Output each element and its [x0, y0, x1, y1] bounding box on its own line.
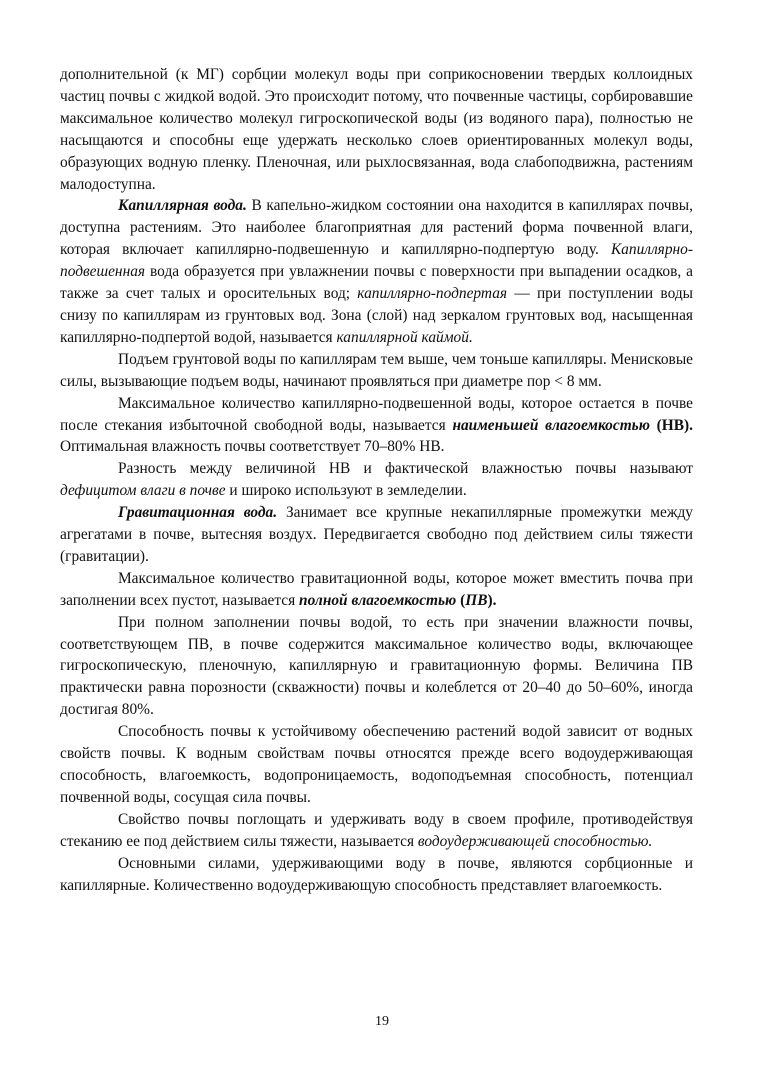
text-run: Разность между величиной НВ и фактической влажностью почвы называют [118, 460, 693, 478]
text-run: При полном заполнении почвы водой, то есть при значении влажности почвы, соответствующем ПВ, в почве содержится максимальное количество воды, включающее гигроскопическую, пленочную, капиллярную и гравитационную формы. Величина ПВ практически равна порозности (скважности) почвы и колеблется от 20–40 до 50–60%, иногда достигая 80%. [60, 613, 693, 719]
paragraph [60, 612, 693, 722]
text-run: и широко используют в земледелии. [225, 482, 467, 500]
emphasis-term: Гравитационная вода. [118, 504, 278, 522]
paragraph [60, 195, 693, 348]
text-run: вода образуется при увлажнении почвы с поверхности при выпадении осадков, а также за счет талых и оросительных вод; [60, 263, 693, 303]
text-run: Максимальное количество капиллярно-подвешенной воды, которое остается в почве после стекания избыточной свободной воды, называется [60, 394, 693, 434]
paragraph [60, 568, 693, 612]
text-run: Основными силами, удерживающими воду в почве, являются сорбционные и капиллярные. Количественно водоудерживающую способность представляет влагоемкость. [60, 854, 693, 894]
paragraph [60, 64, 693, 195]
text-run: В капельно-жидком состоянии она находится в капиллярах почвы, доступна растениям. Это наиболее благоприятная для растений форма почвенной влаги, которая включает капиллярно-подвешенную и капиллярно-подпертую воду. [60, 197, 693, 259]
emphasis-term: Капиллярная вода. [118, 197, 247, 215]
text-run: Способность почвы к устойчивому обеспечению растений водой зависит от водных свойств почвы. К водным свойствам почвы относятся прежде всего водоудерживающая способность, влагоемкость, водопроницаемость, водоподъемная способность, потенциал почвенной воды, сосущая сила почвы. [60, 723, 693, 806]
text-run: дополнительной (к МГ) сорбции молекул воды при соприкосновении твердых коллоидных частиц почвы с жидкой водой. Это происходит потому, что почвенные частицы, сорбировавшие максимальное количество молекул гигроскопической воды (из водяного пара), полностью не насыщаются и способны еще удержать несколько слоев ориентированных молекул воды, образующих водную пленку. Пленочная, или рыхлосвязанная, вода слабоподвижна, растениям малодоступна. [60, 66, 693, 193]
paragraph [60, 458, 693, 502]
emphasis-term: ( [456, 591, 466, 609]
page-number: 19 [375, 1014, 389, 1029]
emphasis-term: наименьшей влагоемкостью [452, 416, 650, 434]
paragraph [60, 809, 693, 853]
emphasis-term: ПВ [465, 591, 488, 609]
emphasis-term: (НВ). [649, 416, 693, 434]
text-run: Оптимальная влажность почвы соответствует 70–80% НВ. [60, 438, 445, 456]
emphasis-term: ). [487, 591, 497, 609]
emphasis-term: Капиллярно-подвешенная [60, 241, 693, 281]
paragraph [60, 393, 693, 459]
emphasis-term: дефицитом влаги в почве [60, 482, 226, 500]
emphasis-term: капиллярной каймой. [336, 328, 473, 346]
paragraph [60, 853, 693, 897]
page-body [60, 64, 693, 896]
text-run: Максимальное количество гравитационной воды, которое может вместить почва при заполнении всех пустот, называется [60, 569, 693, 609]
text-run: — при поступлении воды снизу по капиллярам из грунтовых вод. Зона (слой) над зеркалом грунтовых вод, насыщенная капиллярно-подпертой водой, называется [60, 285, 693, 346]
paragraph [60, 349, 693, 393]
paragraph [60, 502, 693, 568]
text-run: Свойство почвы поглощать и удерживать воду в своем профиле, противодействуя стеканию ее под действием силы тяжести, называется [60, 810, 693, 850]
emphasis-term: капиллярно-подпертая [357, 285, 508, 303]
text-run: Занимает все крупные некапиллярные промежутки между агрегатами в почве, вытесняя воздух. Передвигается свободно под действием силы тяжести (гравитации). [60, 504, 693, 565]
emphasis-term: водоудерживающей способностью. [417, 832, 653, 850]
paragraph [60, 721, 693, 809]
emphasis-term: полной влагоемкостью [299, 591, 457, 609]
text-run: Подъем грунтовой воды по капиллярам тем выше, чем тоньше капилляры. Менисковые силы, вызывающие подъем воды, начинают проявляться при диаметре пор < 8 мм. [60, 350, 693, 390]
